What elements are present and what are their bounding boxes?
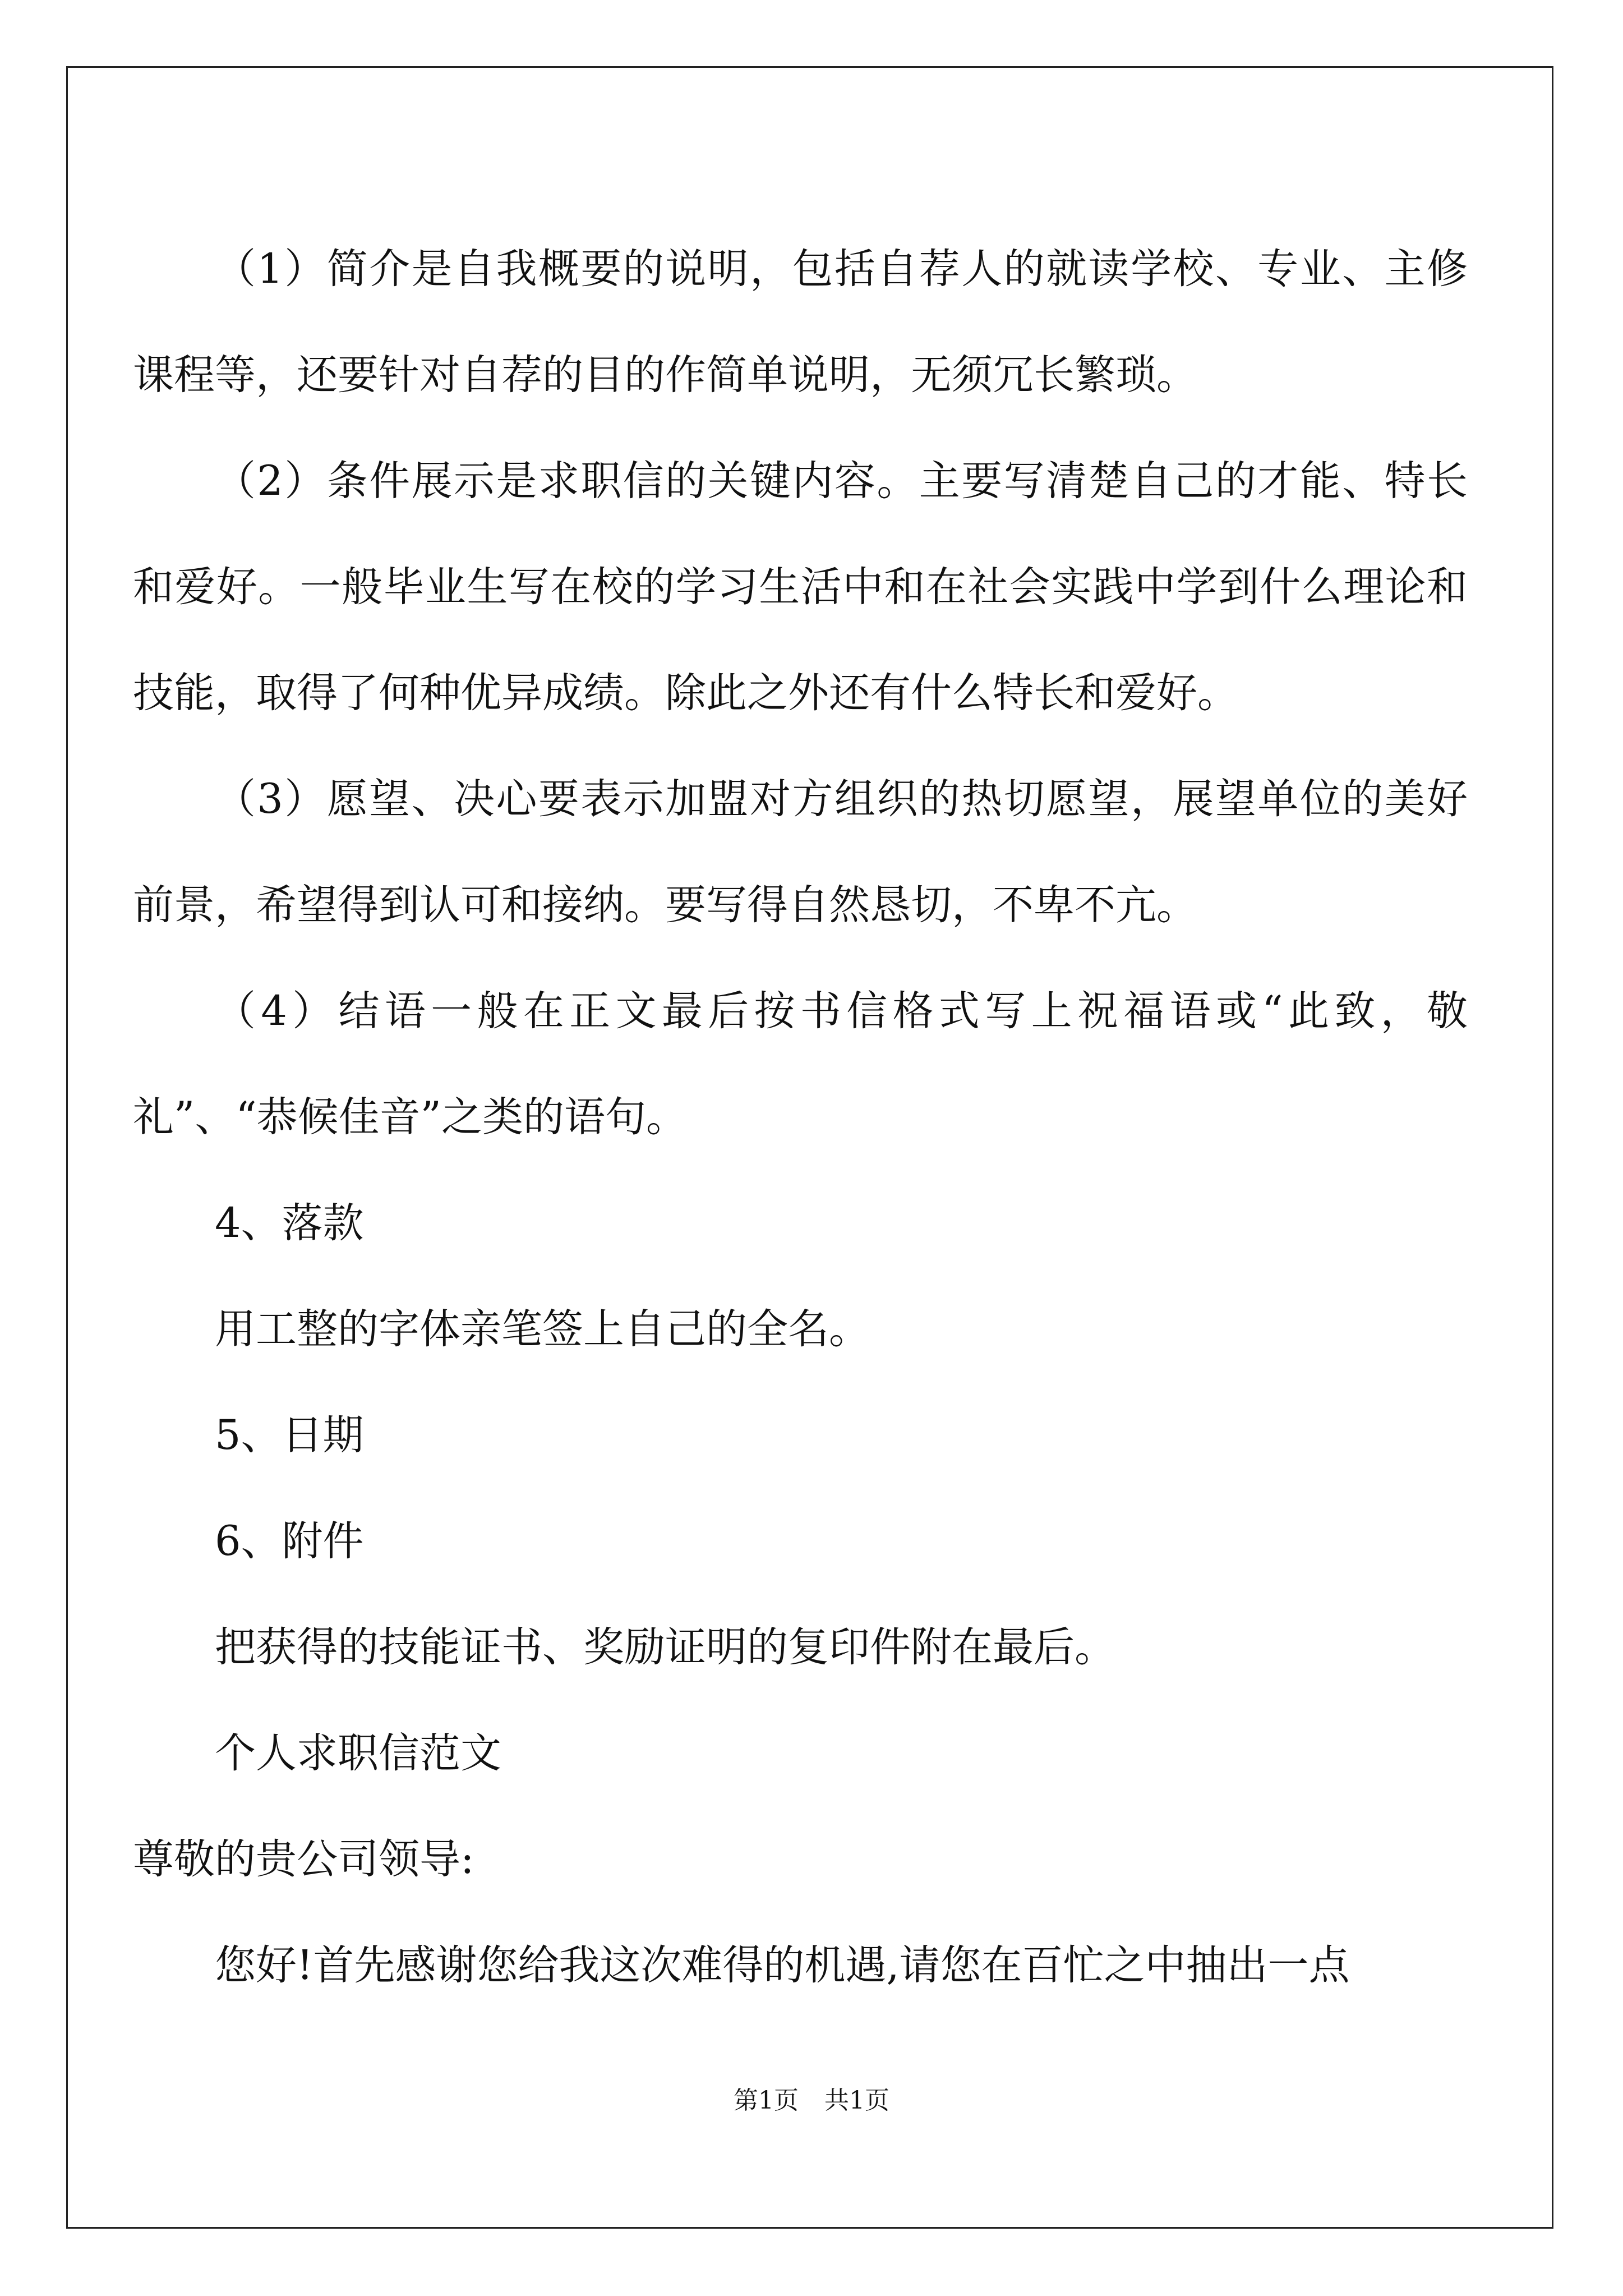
paragraph-intro: （1）简介是自我概要的说明，包括自荐人的就读学校、专业、主修课程等，还要针对自荐的目的作简单说明，无须冗长繁琐。 (133, 245, 1468, 399)
heading-date: 5、日期 (215, 1411, 364, 1459)
paragraph-closing: （4）结语一般在正文最后按书信格式写上祝福语或“此致，敬礼”、“恭候佳音”之类的语句。 (133, 987, 1468, 1141)
letter-salutation: 尊敬的贵公司领导: (133, 1835, 474, 1883)
letter-opening: 您好!首先感谢您给我这次难得的机遇,请您在百忙之中抽出一点 (215, 1941, 1350, 1989)
paragraph-conditions: （2）条件展示是求职信的关键内容。主要写清楚自己的才能、特长和爱好。一般毕业生写在校的学习生活中和在社会实践中学到什么理论和技能，取得了何种优异成绩。除此之外还有什么特长和爱好。 (133, 457, 1468, 717)
paragraph-attachment: 把获得的技能证书、奖励证明的复印件附在最后。 (215, 1623, 1115, 1671)
page-total: 共1页 (824, 2086, 889, 2115)
page-footer (0, 2080, 1623, 2116)
paragraph-wishes: （3）愿望、决心要表示加盟对方组织的热切愿望，展望单位的美好前景，希望得到认可和接纳。要写得自然恳切，不卑不亢。 (133, 775, 1468, 929)
heading-attachment: 6、附件 (215, 1517, 364, 1565)
paragraph-signature: 用工整的字体亲笔签上自己的全名。 (215, 1305, 870, 1353)
heading-sample-letter: 个人求职信范文 (215, 1729, 501, 1777)
document-body (133, 216, 1468, 2018)
page-number: 第1页 (734, 2086, 799, 2115)
heading-signature: 4、落款 (215, 1199, 364, 1247)
